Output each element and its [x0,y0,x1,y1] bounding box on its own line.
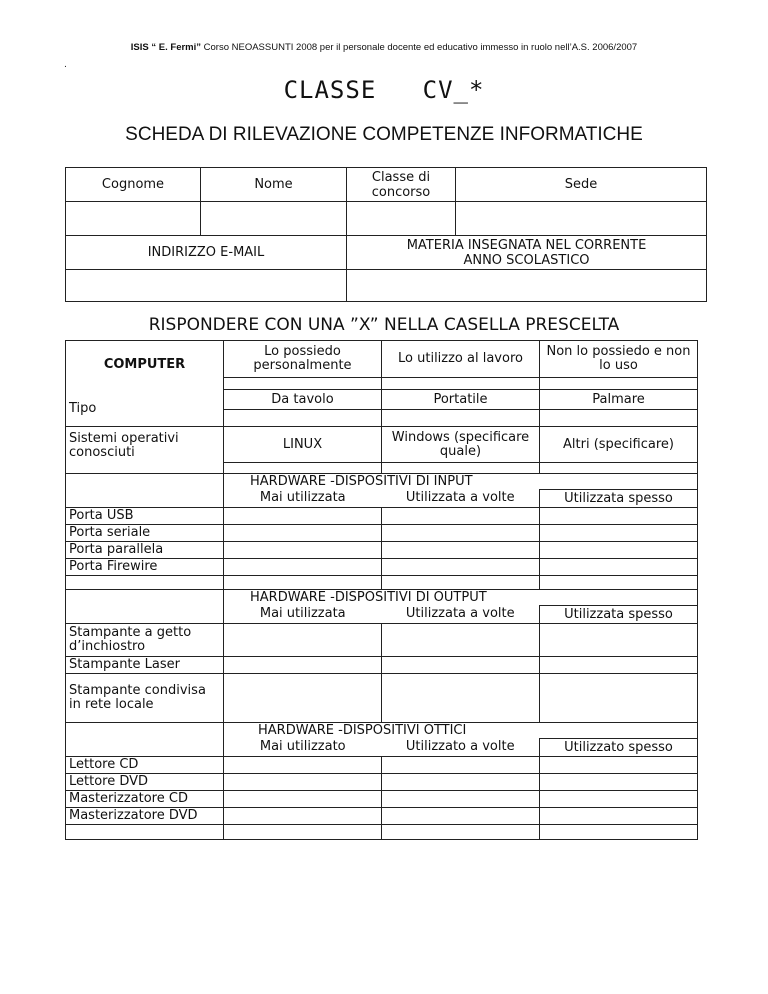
input-col-spesso: Utilizzata spesso [540,490,698,508]
instructions: RISPONDERE CON UNA ”X” NELLA CASELLA PRESCELTA [148,315,620,335]
check-cell[interactable] [540,508,698,525]
blank-cell [66,723,224,739]
check-cell[interactable] [224,410,382,427]
output-item: Stampante a getto d’inchiostro [66,624,224,657]
sistemi-label: Sistemi operativi conosciuti [66,427,224,474]
check-cell[interactable] [224,559,382,576]
cognome-field[interactable] [66,202,201,236]
check-cell[interactable] [224,674,382,723]
ottici-col-volte: Utilizzato a volte [382,739,540,757]
check-cell[interactable] [382,576,540,590]
header-dot: . [64,60,67,70]
check-cell[interactable] [540,808,698,825]
email-header: INDIRIZZO E-MAIL [66,236,347,270]
check-cell[interactable] [382,774,540,791]
check-cell[interactable] [382,559,540,576]
check-cell[interactable] [224,825,382,840]
input-col-mai: Mai utilizzata [224,490,382,508]
tipo-tavolo: Da tavolo [224,390,382,410]
check-cell[interactable] [382,657,540,674]
school-name: ISIS “ E. Fermi” [130,42,202,53]
output-item: Stampante condivisa in rete locale [66,674,224,723]
check-cell[interactable] [382,791,540,808]
page-header [0,42,768,53]
check-cell[interactable] [540,463,698,474]
col-possiedo: Lo possiedo personalmente [224,341,382,378]
check-cell[interactable] [224,378,382,390]
classe-concorso-header: Classe di concorso [347,168,456,202]
nome-header: Nome [201,168,347,202]
course-info: Corso NEOASSUNTI 2008 per il personale docente ed educativo immesso in ruolo nell’A.S. 2006/2007 [203,42,638,53]
check-cell[interactable] [382,463,540,474]
ottici-item: Masterizzatore DVD [66,808,224,825]
computer-heading: COMPUTER [66,341,224,390]
output-col-volte: Utilizzata a volte [382,606,540,624]
tipo-row-label: Tipo [66,402,224,419]
sede-header: Sede [456,168,707,202]
col-non-possiedo: Non lo possiedo e non lo uso [540,341,698,378]
email-field[interactable] [66,270,347,302]
check-cell[interactable] [382,525,540,542]
blank-cell [66,576,224,590]
check-cell[interactable] [540,410,698,427]
check-cell[interactable] [224,508,382,525]
check-cell[interactable] [224,774,382,791]
check-cell[interactable] [540,576,698,590]
blank-cell [66,474,224,490]
ottici-item: Masterizzatore CD [66,791,224,808]
check-cell[interactable] [382,825,540,840]
check-cell[interactable] [224,624,382,657]
tipo-palmare: Palmare [540,390,698,410]
os-altri: Altri (specificare) [540,427,698,463]
check-cell[interactable] [540,542,698,559]
blank-cell [66,739,224,757]
input-item: Porta Firewire [66,559,224,576]
check-cell[interactable] [540,757,698,774]
materia-header: MATERIA INSEGNATA NEL CORRENTE ANNO SCOLASTICO [347,236,707,270]
ottici-col-spesso: Utilizzato spesso [540,739,698,757]
check-cell[interactable] [540,657,698,674]
check-cell[interactable] [540,825,698,840]
check-cell[interactable] [224,808,382,825]
os-linux: LINUX [224,427,382,463]
check-cell[interactable] [224,525,382,542]
nome-field[interactable] [201,202,347,236]
ottici-item: Lettore DVD [66,774,224,791]
cognome-header: Cognome [66,168,201,202]
check-cell[interactable] [382,674,540,723]
check-cell[interactable] [540,378,698,390]
sede-field[interactable] [456,202,707,236]
input-item: Porta USB [66,508,224,525]
check-cell[interactable] [224,757,382,774]
classe-concorso-field[interactable] [347,202,456,236]
check-cell[interactable] [540,774,698,791]
classe-label: CLASSE CV_* [283,76,485,104]
competence-table [65,340,698,840]
check-cell[interactable] [224,542,382,559]
input-col-volte: Utilizzata a volte [382,490,540,508]
blank-cell [66,825,224,840]
check-cell[interactable] [382,378,540,390]
check-cell[interactable] [382,757,540,774]
check-cell[interactable] [540,525,698,542]
input-heading: HARDWARE -DISPOSITIVI DI INPUT [224,474,698,490]
blank-cell [66,490,224,508]
check-cell[interactable] [382,624,540,657]
check-cell[interactable] [540,559,698,576]
blank-cell [66,606,224,624]
os-windows: Windows (specificare quale) [382,427,540,463]
input-item: Porta seriale [66,525,224,542]
check-cell[interactable] [382,508,540,525]
ottici-heading: HARDWARE -DISPOSITIVI OTTICI [224,723,698,739]
check-cell[interactable] [224,463,382,474]
personal-info-table [65,167,707,302]
col-utilizzo: Lo utilizzo al lavoro [382,341,540,378]
input-item: Porta parallela [66,542,224,559]
check-cell[interactable] [224,576,382,590]
page-title: SCHEDA DI RILEVAZIONE COMPETENZE INFORMATICHE [125,124,643,145]
check-cell[interactable] [224,657,382,674]
check-cell[interactable] [382,410,540,427]
ottici-col-mai: Mai utilizzato [224,739,382,757]
output-col-spesso: Utilizzata spesso [540,606,698,624]
output-heading: HARDWARE -DISPOSITIVI DI OUTPUT [224,590,698,606]
tipo-portatile: Portatile [382,390,540,410]
blank-cell [66,590,224,606]
check-cell[interactable] [224,791,382,808]
output-item: Stampante Laser [66,657,224,674]
check-cell[interactable] [540,674,698,723]
output-col-mai: Mai utilizzata [224,606,382,624]
check-cell[interactable] [540,624,698,657]
ottici-item: Lettore CD [66,757,224,774]
check-cell[interactable] [382,542,540,559]
materia-field[interactable] [347,270,707,302]
check-cell[interactable] [382,808,540,825]
check-cell[interactable] [540,791,698,808]
